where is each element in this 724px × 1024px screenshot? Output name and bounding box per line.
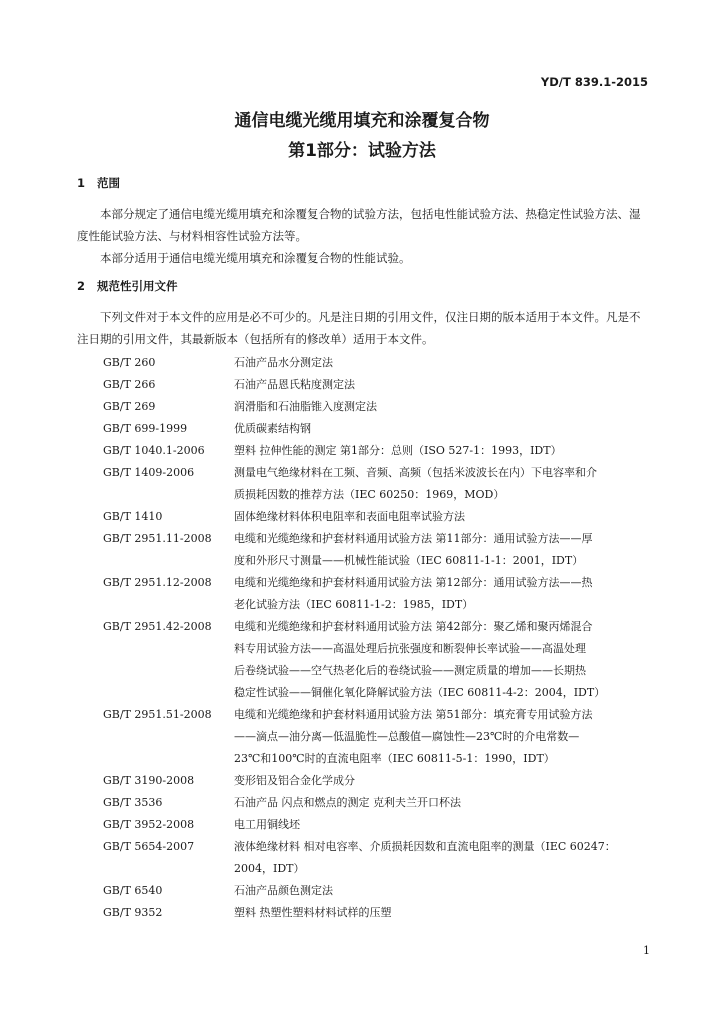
reference-item [103,506,663,528]
reference-title [234,528,663,572]
reference-item [103,880,663,902]
reference-title-line: 塑料 拉伸性能的测定 第1部分：总则（ISO 527-1：1993，IDT） [234,444,562,457]
section-number: 2 [77,279,86,293]
reference-item [103,352,663,374]
reference-title-line: 石油产品 闪点和燃点的测定 克利夫兰开口杯法 [234,796,461,809]
reference-item [103,396,663,418]
reference-item [103,792,663,814]
reference-title [234,352,663,374]
reference-title [234,396,663,418]
reference-item [103,814,663,836]
reference-title-line: 电缆和光缆绝缘和护套材料通用试验方法 第51部分：填充膏专用试验方法 [234,708,593,721]
reference-title-line: 稳定性试验——铜催化氧化降解试验方法（IEC 60811-4-2：2004，IDT） [234,686,606,699]
reference-code: GB/T 3536 [103,796,163,809]
reference-code: GB/T 2951.12-2008 [103,576,212,589]
reference-code: GB/T 1040.1-2006 [103,444,205,457]
reference-title [234,572,663,616]
reference-title [234,880,663,902]
reference-code: GB/T 9352 [103,906,163,919]
reference-code: GB/T 5654-2007 [103,840,195,853]
reference-title-line: 测量电气绝缘材料在工频、音频、高频（包括米波波长在内）下电容率和介 [234,466,597,479]
reference-title-line: 变形铝及铝合金化学成分 [234,774,355,787]
reference-title [234,770,663,792]
reference-item [103,528,663,572]
document-subtitle: 第1部分：试验方法 [288,141,436,161]
section-heading-normative-references [77,278,178,294]
reference-code: GB/T 6540 [103,884,163,897]
reference-item [103,374,663,396]
standard-code: YD/T 839.1-2015 [540,75,648,89]
reference-list [103,352,663,924]
reference-item [103,902,663,924]
reference-title-line: 23℃和100℃时的直流电阻率（IEC 60811-5-1：1990，IDT） [234,752,555,765]
reference-item [103,704,663,770]
section-heading-scope [77,175,120,191]
section-number: 1 [77,176,86,190]
scope-paragraph-1: 本部分规定了通信电缆光缆用填充和涂覆复合物的试验方法，包括电性能试验方法、热稳定性试验方法、湿度性能试验方法、与材料相容性试验方法等。 [77,207,641,243]
page-number: 1 [643,944,650,957]
reference-code: GB/T 2951.42-2008 [103,620,212,633]
reference-title-line: 2004，IDT） [234,862,305,875]
scope-paragraph-2: 本部分适用于通信电缆光缆用填充和涂覆复合物的性能试验。 [100,251,411,265]
reference-item [103,770,663,792]
reference-code: GB/T 3952-2008 [103,818,195,831]
reference-item [103,572,663,616]
reference-title-line: ——滴点—油分离—低温脆性—总酸值—腐蚀性—23℃时的介电常数— [234,730,580,743]
reference-title-line: 电工用铜线坯 [234,818,300,831]
reference-title-line: 塑料 热塑性塑料材料试样的压塑 [234,906,392,919]
reference-title [234,814,663,836]
references-intro: 下列文件对于本文件的应用是必不可少的。凡是注日期的引用文件，仅注日期的版本适用于本文件。凡是不注日期的引用文件，其最新版本（包括所有的修改单）适用于本文件。 [77,310,641,346]
reference-code: GB/T 2951.11-2008 [103,532,212,545]
reference-item [103,440,663,462]
reference-title [234,418,663,440]
reference-title-line: 石油产品水分测定法 [234,356,333,369]
reference-title-line: 电缆和光缆绝缘和护套材料通用试验方法 第11部分：通用试验方法——厚 [234,532,593,545]
reference-item [103,836,663,880]
reference-code: GB/T 266 [103,378,156,391]
reference-title [234,902,663,924]
reference-title-line: 质损耗因数的推荐方法（IEC 60250：1969，MOD） [234,488,505,501]
reference-title-line: 度和外形尺寸测量——机械性能试验（IEC 60811-1-1：2001，IDT） [234,554,584,567]
reference-code: GB/T 260 [103,356,156,369]
reference-title [234,792,663,814]
reference-title [234,374,663,396]
section-title: 范围 [97,176,120,190]
section-title: 规范性引用文件 [97,279,178,293]
reference-title-line: 电缆和光缆绝缘和护套材料通用试验方法 第12部分：通用试验方法——热 [234,576,593,589]
reference-title-line: 石油产品恩氏粘度测定法 [234,378,355,391]
reference-title-line: 液体绝缘材料 相对电容率、介质损耗因数和直流电阻率的测量（IEC 60247： [234,840,616,853]
reference-title-line: 后卷绕试验——空气热老化后的卷绕试验——测定质量的增加——长期热 [234,664,586,677]
reference-item [103,462,663,506]
reference-title-line: 优质碳素结构钢 [234,422,311,435]
reference-title-line: 固体绝缘材料体积电阻率和表面电阻率试验方法 [234,510,465,523]
reference-title-line: 料专用试验方法——高温处理后抗张强度和断裂伸长率试验——高温处理 [234,642,586,655]
reference-title [234,704,663,770]
reference-code: GB/T 2951.51-2008 [103,708,212,721]
reference-title [234,506,663,528]
reference-code: GB/T 269 [103,400,156,413]
reference-code: GB/T 1409-2006 [103,466,195,479]
reference-title [234,836,663,880]
reference-item [103,418,663,440]
reference-title-line: 润滑脂和石油脂锥入度测定法 [234,400,377,413]
reference-item [103,616,663,704]
reference-code: GB/T 1410 [103,510,163,523]
reference-title-line: 电缆和光缆绝缘和护套材料通用试验方法 第42部分：聚乙烯和聚丙烯混合 [234,620,593,633]
reference-code: GB/T 699-1999 [103,422,188,435]
document-title: 通信电缆光缆用填充和涂覆复合物 [234,111,490,131]
reference-title-line: 石油产品颜色测定法 [234,884,333,897]
reference-code: GB/T 3190-2008 [103,774,195,787]
reference-title [234,462,663,506]
reference-title-line: 老化试验方法（IEC 60811-1-2：1985，IDT） [234,598,474,611]
reference-title [234,616,663,704]
reference-title [234,440,663,462]
